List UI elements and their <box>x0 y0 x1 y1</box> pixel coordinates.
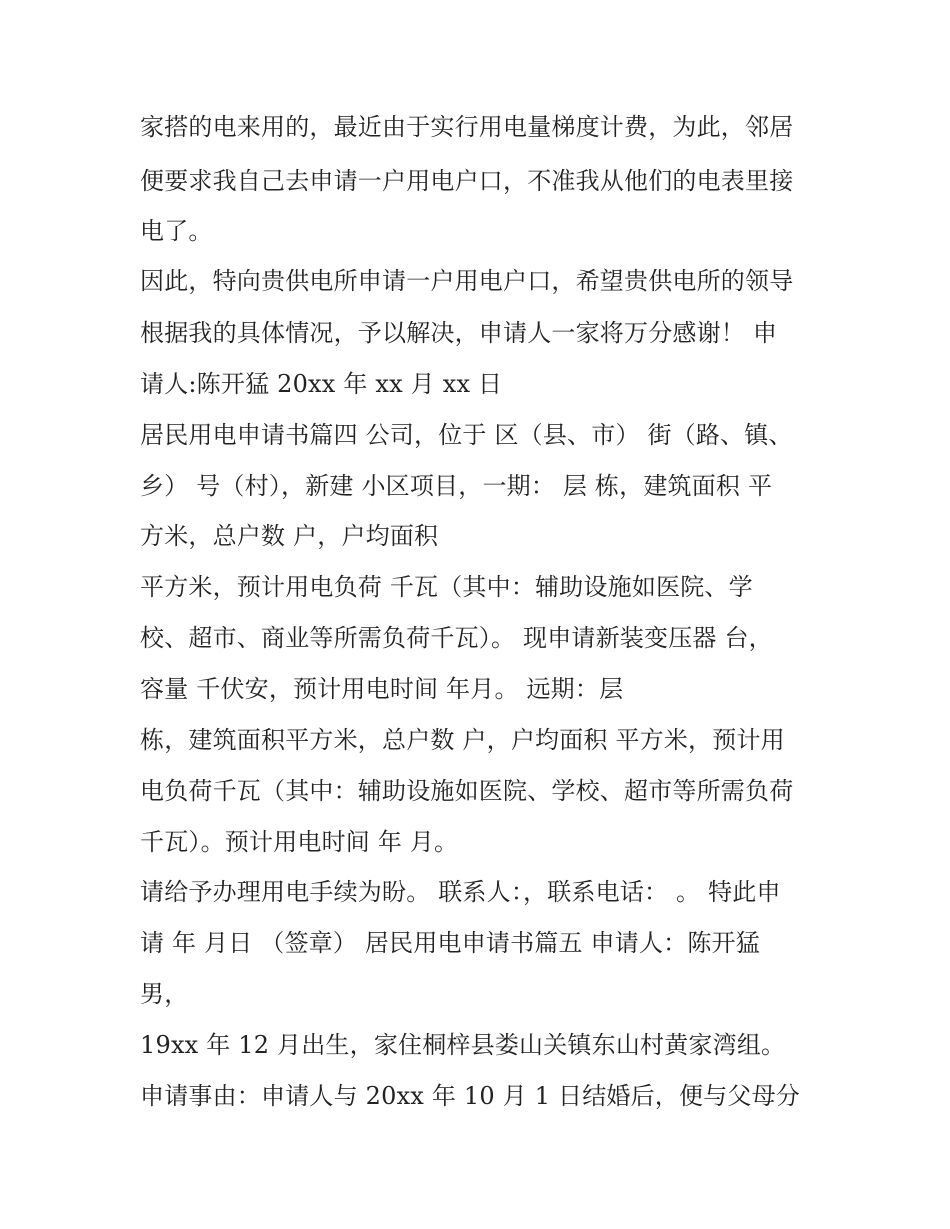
text-line: 居民用电申请书篇四 公司，位于 区（县、市） 街（路、镇、 <box>140 421 793 449</box>
text-line: 乡） 号（村），新建 小区项目，一期： 层 栋，建筑面积 平 <box>140 472 773 500</box>
text-line: 电负荷千瓦（其中：辅助设施如医院、学校、超市等所需负荷 <box>140 777 794 805</box>
text-line: 家搭的电来用的，最近由于实行用电量梯度计费，为此，邻居 <box>140 113 794 141</box>
text-line: 因此，特向贵供电所申请一户用电户口，希望贵供电所的领导 <box>140 267 794 295</box>
text-line: 便要求我自己去申请一户用电户口，不准我从他们的电表里接 <box>140 167 794 195</box>
text-line: 请给予办理用电手续为盼。 联系人：，联系电话： 。 特此申 <box>140 878 781 906</box>
text-line: 请 年 月日 （签章） 居民用电申请书篇五 申请人：陈开猛 <box>140 929 760 957</box>
text-line: 栋，建筑面积平方米，总户数 户，户均面积 平方米，预计用 <box>140 726 785 754</box>
text-line: 根据我的具体情况，予以解决，申请人一家将万分感谢！ 申 <box>140 319 778 347</box>
text-line: 容量 千伏安，预计用电时间 年月。 远期：层 <box>140 675 624 703</box>
text-line: 19xx 年 12 月出生，家住桐梓县娄山关镇东山村黄家湾组。 <box>140 1031 786 1059</box>
text-line: 千瓦）。预计用电时间 年 月。 <box>140 828 459 856</box>
text-line: 申请事由：申请人与 20xx 年 10 月 1 日结婚后，便与父母分 <box>140 1082 800 1110</box>
text-line: 校、超市、商业等所需负荷千瓦）。 现申请新装变压器 台， <box>140 624 773 652</box>
text-line: 男， <box>140 980 189 1008</box>
text-line: 请人:陈开猛 20xx 年 xx 月 xx 日 <box>140 370 503 398</box>
text-line: 方米，总户数 户，户均面积 <box>140 522 439 550</box>
text-line: 平方米，预计用电负荷 千瓦（其中：辅助设施如医院、学 <box>140 573 753 601</box>
text-line: 电了。 <box>140 217 213 245</box>
